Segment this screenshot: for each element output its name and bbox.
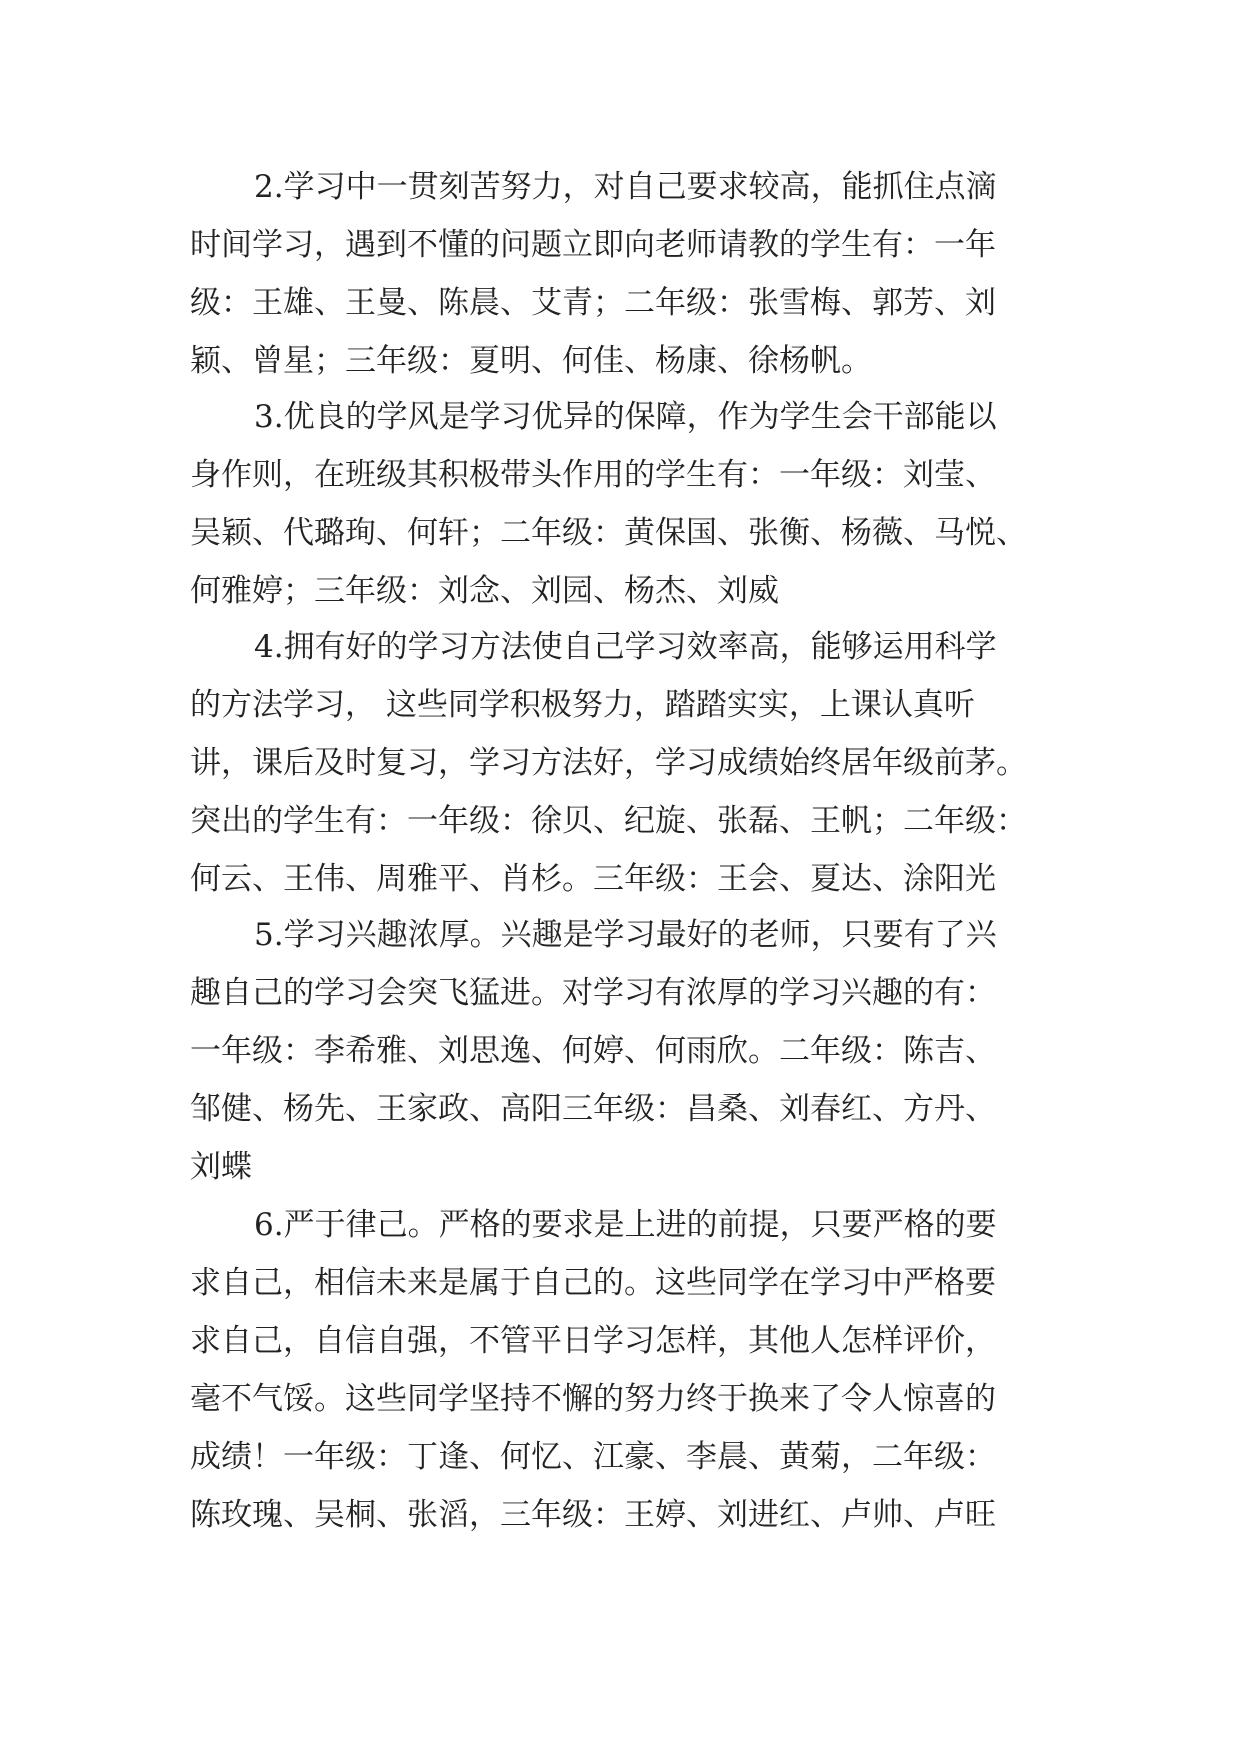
paragraph-line: 的方法学习， 这些同学积极努力，踏踏实实，上课认真听 [190,687,975,723]
paragraph-line: 4.拥有好的学习方法使自己学习效率高，能够运用科学 [254,629,997,665]
paragraph-line: 突出的学生有：一年级：徐贝、纪旋、张磊、王帆；二年级： [190,803,1027,839]
paragraph-line: 级：王雄、王曼、陈晨、艾青；二年级：张雪梅、郭芳、刘 [190,285,996,321]
paragraph-line: 身作则，在班级其积极带头作用的学生有：一年级：刘莹、 [190,457,996,493]
paragraph-line: 趣自己的学习会突飞猛进。对学习有浓厚的学习兴趣的有： [190,975,996,1011]
paragraph-3 [190,388,1070,620]
paragraph-line: 毫不气馁。这些同学坚持不懈的努力终于换来了令人惊喜的 [190,1381,996,1417]
paragraph-line: 陈玫瑰、吴桐、张滔，三年级：王婷、刘进红、卢帅、卢旺 [190,1497,996,1533]
paragraph-line: 时间学习，遇到不懂的问题立即向老师请教的学生有：一年 [190,227,996,263]
paragraph-line: 5.学习兴趣浓厚。兴趣是学习最好的老师，只要有了兴 [254,917,997,953]
paragraph-line: 2.学习中一贯刻苦努力，对自己要求较高，能抓住点滴 [254,169,997,205]
paragraph-line: 吴颖、代璐珣、何轩；二年级：黄保国、张衡、杨薇、马悦、 [190,515,1027,551]
paragraph-line: 成绩！一年级：丁逢、何忆、江豪、李晨、黄菊，二年级： [190,1439,996,1475]
paragraph-line: 3.优良的学风是学习优异的保障，作为学生会干部能以 [254,399,997,435]
paragraph-line: 颖、曾星；三年级：夏明、何佳、杨康、徐杨帆。 [190,343,872,379]
paragraph-line: 6.严于律己。严格的要求是上进的前提，只要严格的要 [254,1207,997,1243]
paragraph-2 [190,158,1070,390]
paragraph-line: 求自己，相信未来是属于自己的。这些同学在学习中严格要 [190,1265,996,1301]
paragraph-line: 一年级：李希雅、刘思逸、何婷、何雨欣。二年级：陈吉、 [190,1033,996,1069]
paragraph-line: 求自己，自信自强，不管平日学习怎样，其他人怎样评价， [190,1323,996,1359]
paragraph-line: 讲，课后及时复习，学习方法好，学习成绩始终居年级前茅。 [190,745,1027,781]
paragraph-line: 何云、王伟、周雅平、肖杉。三年级：王会、夏达、涂阳光 [190,861,996,897]
paragraph-5 [190,906,1070,1196]
paragraph-line: 何雅婷；三年级：刘念、刘园、杨杰、刘威 [190,573,779,609]
paragraph-line: 刘蝶 [190,1149,252,1185]
paragraph-6 [190,1196,1070,1544]
paragraph-4 [190,618,1070,908]
paragraph-line: 邹健、杨先、王家政、高阳三年级：昌桑、刘春红、方丹、 [190,1091,996,1127]
